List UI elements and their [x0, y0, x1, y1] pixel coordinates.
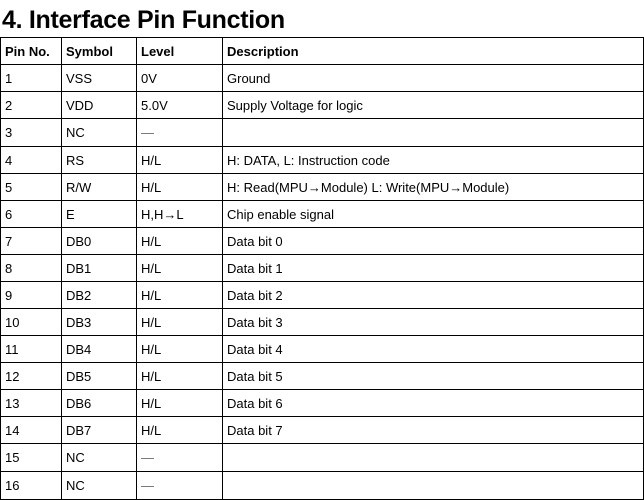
description-cell: Data bit 2: [223, 282, 644, 309]
pin-number-cell: 11: [1, 336, 62, 363]
symbol-cell: VDD: [62, 92, 137, 119]
symbol-cell: DB0: [62, 228, 137, 255]
description-cell: Ground: [223, 65, 644, 92]
description-cell: Data bit 3: [223, 309, 644, 336]
table-row: [1, 309, 644, 336]
column-header-pin-no: Pin No.: [1, 38, 62, 65]
level-cell: —: [137, 444, 223, 472]
pin-number-cell: 5: [1, 174, 62, 201]
description-cell: [223, 444, 644, 472]
table-row: [1, 444, 644, 472]
pin-number-cell: 14: [1, 417, 62, 444]
level-cell: H/L: [137, 228, 223, 255]
table-row: [1, 119, 644, 147]
description-cell: Data bit 1: [223, 255, 644, 282]
symbol-cell: NC: [62, 119, 137, 147]
description-cell: [223, 472, 644, 500]
page-title: 4. Interface Pin Function: [2, 6, 285, 34]
description-cell: H: DATA, L: Instruction code: [223, 147, 644, 174]
description-cell: Data bit 7: [223, 417, 644, 444]
pin-function-table: [0, 37, 644, 500]
table-row: [1, 65, 644, 92]
description-cell: Chip enable signal: [223, 201, 644, 228]
symbol-cell: DB4: [62, 336, 137, 363]
symbol-cell: DB5: [62, 363, 137, 390]
table-row: [1, 282, 644, 309]
level-cell: H/L: [137, 174, 223, 201]
table-body: [1, 65, 644, 500]
description-cell: [223, 119, 644, 147]
level-cell: H/L: [137, 417, 223, 444]
pin-number-cell: 6: [1, 201, 62, 228]
level-cell: H/L: [137, 309, 223, 336]
column-header-level: Level: [137, 38, 223, 65]
pin-number-cell: 10: [1, 309, 62, 336]
pin-number-cell: 16: [1, 472, 62, 500]
table-row: [1, 174, 644, 201]
table-row: [1, 201, 644, 228]
table-row: [1, 336, 644, 363]
description-cell: Data bit 4: [223, 336, 644, 363]
description-cell: Supply Voltage for logic: [223, 92, 644, 119]
level-cell: H/L: [137, 336, 223, 363]
table-row: [1, 363, 644, 390]
level-cell: H/L: [137, 390, 223, 417]
symbol-cell: R/W: [62, 174, 137, 201]
pin-number-cell: 15: [1, 444, 62, 472]
description-cell: H: Read(MPU→Module) L: Write(MPU→Module): [223, 174, 644, 201]
pin-number-cell: 8: [1, 255, 62, 282]
level-cell: —: [137, 119, 223, 147]
pin-number-cell: 4: [1, 147, 62, 174]
description-cell: Data bit 6: [223, 390, 644, 417]
symbol-cell: DB3: [62, 309, 137, 336]
level-cell: H/L: [137, 255, 223, 282]
symbol-cell: DB6: [62, 390, 137, 417]
table-row: [1, 472, 644, 500]
description-cell: Data bit 5: [223, 363, 644, 390]
pin-number-cell: 7: [1, 228, 62, 255]
pin-number-cell: 3: [1, 119, 62, 147]
symbol-cell: RS: [62, 147, 137, 174]
column-header-symbol: Symbol: [62, 38, 137, 65]
symbol-cell: DB2: [62, 282, 137, 309]
table-row: [1, 390, 644, 417]
symbol-cell: DB1: [62, 255, 137, 282]
pin-number-cell: 13: [1, 390, 62, 417]
column-header-description: Description: [223, 38, 644, 65]
table-header-row: [1, 38, 644, 65]
level-cell: H,H→L: [137, 201, 223, 228]
table-row: [1, 255, 644, 282]
level-cell: H/L: [137, 147, 223, 174]
level-cell: 0V: [137, 65, 223, 92]
table-row: [1, 92, 644, 119]
pin-number-cell: 9: [1, 282, 62, 309]
table-row: [1, 147, 644, 174]
symbol-cell: E: [62, 201, 137, 228]
pin-number-cell: 2: [1, 92, 62, 119]
symbol-cell: VSS: [62, 65, 137, 92]
level-cell: H/L: [137, 282, 223, 309]
table-row: [1, 417, 644, 444]
level-cell: H/L: [137, 363, 223, 390]
symbol-cell: NC: [62, 444, 137, 472]
table-row: [1, 228, 644, 255]
level-cell: 5.0V: [137, 92, 223, 119]
symbol-cell: NC: [62, 472, 137, 500]
symbol-cell: DB7: [62, 417, 137, 444]
pin-number-cell: 12: [1, 363, 62, 390]
description-cell: Data bit 0: [223, 228, 644, 255]
level-cell: —: [137, 472, 223, 500]
pin-number-cell: 1: [1, 65, 62, 92]
